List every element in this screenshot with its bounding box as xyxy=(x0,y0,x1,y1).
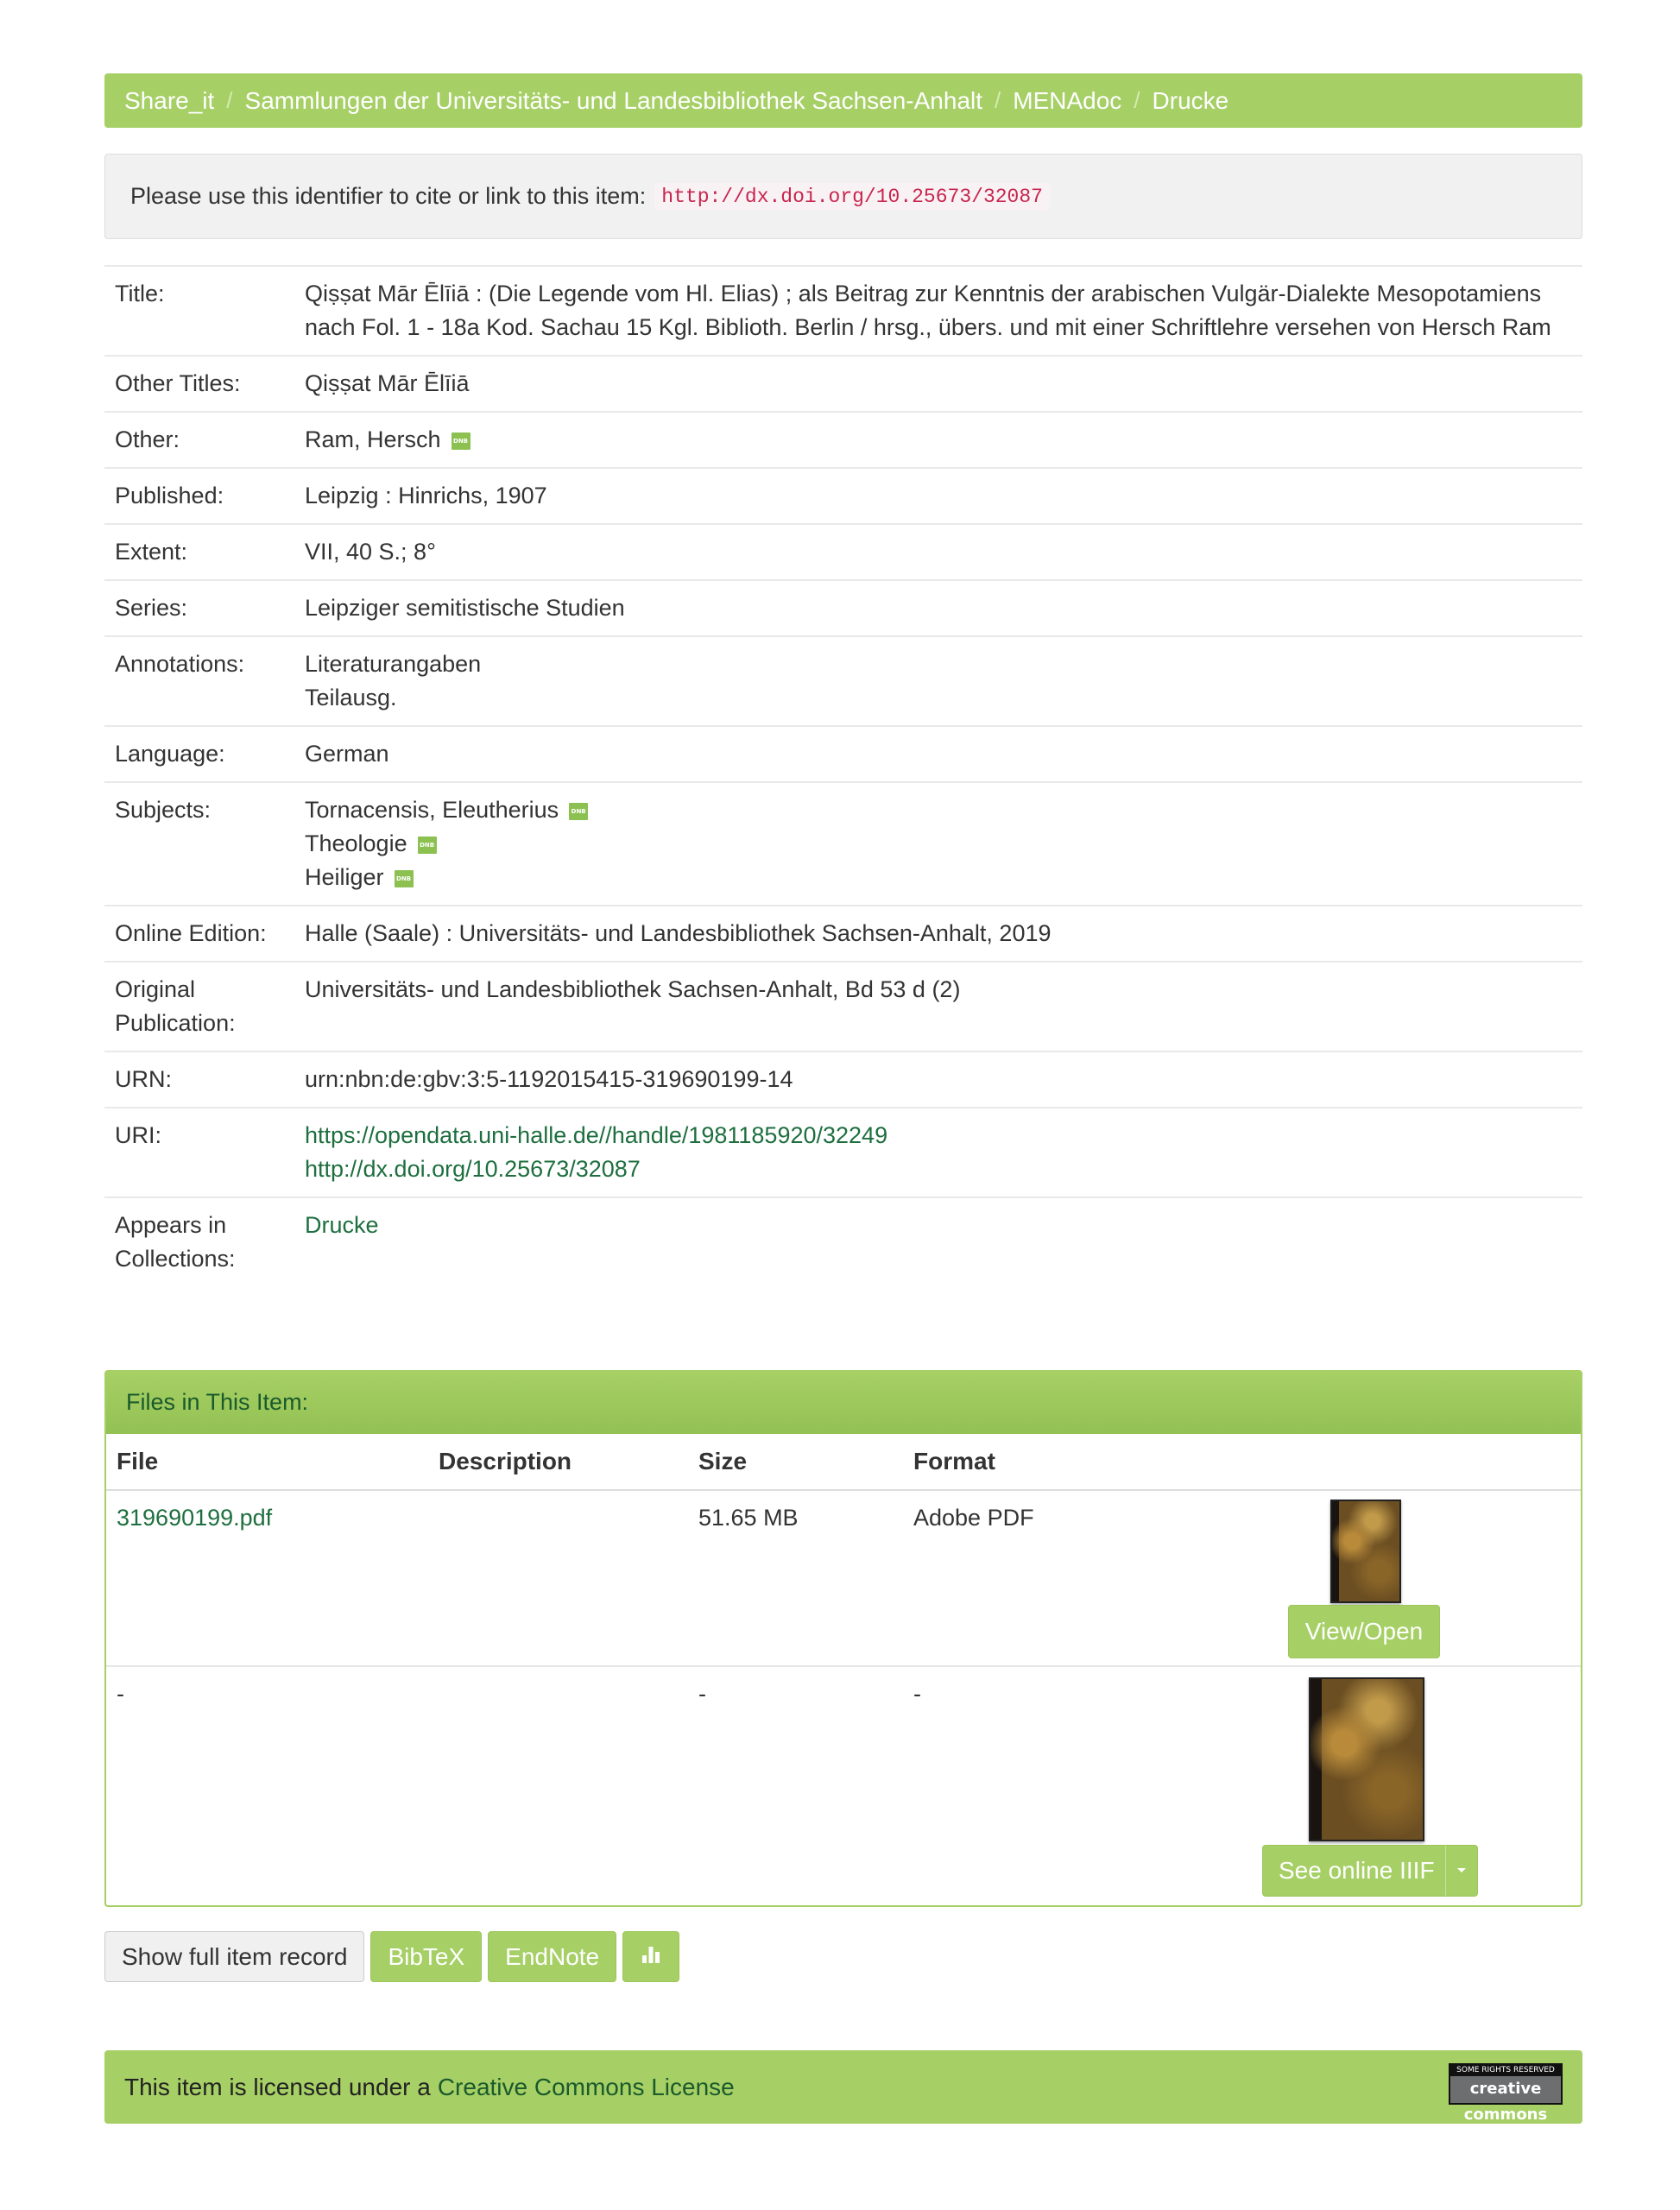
metadata-row-series xyxy=(104,579,1582,635)
metadata-label: Other Titles: xyxy=(115,370,241,396)
file-size: - xyxy=(698,1681,706,1707)
metadata-label: URN: xyxy=(115,1066,172,1092)
metadata-label-line: Publication: xyxy=(115,1010,236,1036)
metadata-label: Title: xyxy=(115,281,165,306)
metadata-label: URI: xyxy=(115,1122,161,1148)
breadcrumb-separator: / xyxy=(995,87,1001,113)
cc-badge-bottom: creative commons xyxy=(1463,2080,1548,2124)
dnb-icon[interactable]: DNB xyxy=(452,433,471,450)
cc-badge-top: SOME RIGHTS RESERVED xyxy=(1450,2065,1561,2076)
metadata-value-other-titles: Qiṣṣat Mār Ēlīiā xyxy=(305,370,470,396)
annotation-item: Teilausg. xyxy=(305,685,397,710)
metadata-label: Annotations: xyxy=(115,651,245,677)
see-online-iiif-button[interactable] xyxy=(1262,1845,1478,1897)
column-header-format: Format xyxy=(913,1448,995,1474)
file-row xyxy=(106,1667,1581,1905)
annotation-item: Literaturangaben xyxy=(305,651,482,677)
citation-identifier[interactable]: http://dx.doi.org/10.25673/32087 xyxy=(654,183,1050,211)
subject-label: Heiliger xyxy=(305,864,384,890)
metadata-row-other-titles xyxy=(104,355,1582,411)
metadata-value-series: Leipziger semitistische Studien xyxy=(305,595,625,621)
item-actions xyxy=(104,1931,679,1982)
metadata-label xyxy=(104,1209,305,1276)
metadata-value-extent: VII, 40 S.; 8° xyxy=(305,539,436,565)
file-size: 51.65 MB xyxy=(698,1505,799,1531)
metadata-row-urn xyxy=(104,1051,1582,1107)
citation-text: Please use this identifier to cite or link to this item: xyxy=(130,183,647,209)
caret-down-icon[interactable] xyxy=(1445,1846,1477,1896)
metadata-table xyxy=(104,265,1582,1286)
creative-commons-badge-icon[interactable] xyxy=(1449,2063,1563,2124)
author-name: Ram, Hersch xyxy=(305,426,441,452)
subject-item xyxy=(305,861,1572,894)
file-format: Adobe PDF xyxy=(913,1505,1034,1531)
files-panel xyxy=(104,1370,1582,1907)
metadata-label: Series: xyxy=(115,595,188,621)
see-online-iiif-label: See online IIIF xyxy=(1279,1857,1435,1884)
file-row xyxy=(106,1491,1581,1667)
uri-link-doi[interactable]: http://dx.doi.org/10.25673/32087 xyxy=(305,1156,641,1182)
metadata-value-online-edition: Halle (Saale) : Universitäts- und Landesbibliothek Sachsen-Anhalt, 2019 xyxy=(305,920,1052,946)
metadata-label: Published: xyxy=(115,483,224,508)
breadcrumb-separator: / xyxy=(226,87,233,113)
metadata-label: Subjects: xyxy=(115,797,212,823)
metadata-row-original-publication xyxy=(104,961,1582,1051)
creative-commons-link[interactable]: Creative Commons License xyxy=(437,2073,735,2100)
dnb-icon[interactable]: DNB xyxy=(395,870,414,887)
dnb-icon[interactable]: DNB xyxy=(569,803,588,820)
metadata-label: Language: xyxy=(115,741,225,767)
metadata-row-collections xyxy=(104,1197,1582,1286)
show-full-record-button[interactable]: Show full item record xyxy=(104,1931,364,1982)
metadata-value-title: Qiṣṣat Mār Ēlīiā : (Die Legende vom Hl. Elias) ; als Beitrag zur Kenntnis der arabischen Vulgär-Dialekte Mesopotamiens nach Fol. 1 - 18a Kod. Sachau 15 Kgl. Biblioth. Berlin / hrsg., übers. und mit einer Schriftlehre versehen von Hersch Ram xyxy=(305,281,1551,340)
bar-chart-icon xyxy=(641,1943,661,1971)
view-open-button[interactable]: View/Open xyxy=(1288,1605,1440,1658)
file-placeholder: - xyxy=(117,1681,124,1707)
iiif-thumbnail[interactable] xyxy=(1309,1677,1424,1841)
files-panel-heading: Files in This Item: xyxy=(106,1372,1581,1434)
breadcrumb-item-share-it[interactable]: Share_it xyxy=(124,86,215,114)
metadata-label: Extent: xyxy=(115,539,188,565)
metadata-row-published xyxy=(104,467,1582,523)
metadata-label: Online Edition: xyxy=(115,920,267,946)
subject-label: Tornacensis, Eleutherius xyxy=(305,797,559,823)
statistics-button[interactable] xyxy=(622,1931,679,1982)
column-header-file: File xyxy=(117,1448,159,1474)
license-text: This item is licensed under a xyxy=(124,2073,431,2100)
breadcrumb-item-drucke[interactable]: Drucke xyxy=(1152,86,1229,114)
endnote-button[interactable]: EndNote xyxy=(488,1931,616,1982)
metadata-value-urn: urn:nbn:de:gbv:3:5-1192015415-319690199-14 xyxy=(305,1066,793,1092)
metadata-label: Other: xyxy=(115,426,180,452)
metadata-row-extent xyxy=(104,523,1582,579)
dnb-icon[interactable]: DNB xyxy=(418,837,437,854)
column-header-size: Size xyxy=(698,1448,748,1474)
metadata-label-line: Appears in xyxy=(115,1212,227,1238)
metadata-value-language: German xyxy=(305,741,389,767)
column-header-description: Description xyxy=(439,1448,572,1474)
metadata-value-uri xyxy=(305,1119,1582,1186)
metadata-value-subjects xyxy=(305,793,1582,894)
metadata-label-line: Collections: xyxy=(115,1246,236,1272)
metadata-row-title xyxy=(104,265,1582,355)
file-link[interactable]: 319690199.pdf xyxy=(117,1505,273,1531)
bibtex-button[interactable]: BibTeX xyxy=(370,1931,482,1982)
metadata-label-line: Original xyxy=(115,976,196,1002)
subject-item xyxy=(305,793,1572,827)
metadata-row-annotations xyxy=(104,635,1582,725)
metadata-value-annotations xyxy=(305,647,1582,715)
metadata-row-language xyxy=(104,725,1582,781)
metadata-row-uri xyxy=(104,1107,1582,1197)
metadata-value-published: Leipzig : Hinrichs, 1907 xyxy=(305,483,547,508)
breadcrumb-item-menadoc[interactable]: MENAdoc xyxy=(1013,86,1122,114)
uri-link-handle[interactable]: https://opendata.uni-halle.de//handle/1981185920/32249 xyxy=(305,1122,888,1148)
breadcrumb-item-sammlungen[interactable]: Sammlungen der Universitäts- und Landesbibliothek Sachsen-Anhalt xyxy=(244,86,983,114)
metadata-row-online-edition xyxy=(104,905,1582,961)
file-thumbnail[interactable] xyxy=(1330,1500,1401,1603)
breadcrumb xyxy=(104,73,1582,128)
metadata-row-subjects xyxy=(104,781,1582,905)
file-format: - xyxy=(913,1681,921,1707)
metadata-value-collections xyxy=(305,1209,1582,1276)
citation-well xyxy=(104,154,1582,239)
metadata-value-original-publication: Universitäts- und Landesbibliothek Sachsen-Anhalt, Bd 53 d (2) xyxy=(305,976,961,1002)
metadata-label xyxy=(104,973,305,1040)
files-table xyxy=(106,1434,1581,1905)
files-table-header xyxy=(106,1434,1581,1491)
metadata-value-other xyxy=(305,423,1582,457)
license-banner xyxy=(104,2050,1582,2124)
breadcrumb-separator: / xyxy=(1134,87,1140,113)
metadata-row-other xyxy=(104,411,1582,467)
subject-label: Theologie xyxy=(305,830,407,856)
subject-item xyxy=(305,827,1572,861)
collection-link-drucke[interactable]: Drucke xyxy=(305,1212,379,1238)
